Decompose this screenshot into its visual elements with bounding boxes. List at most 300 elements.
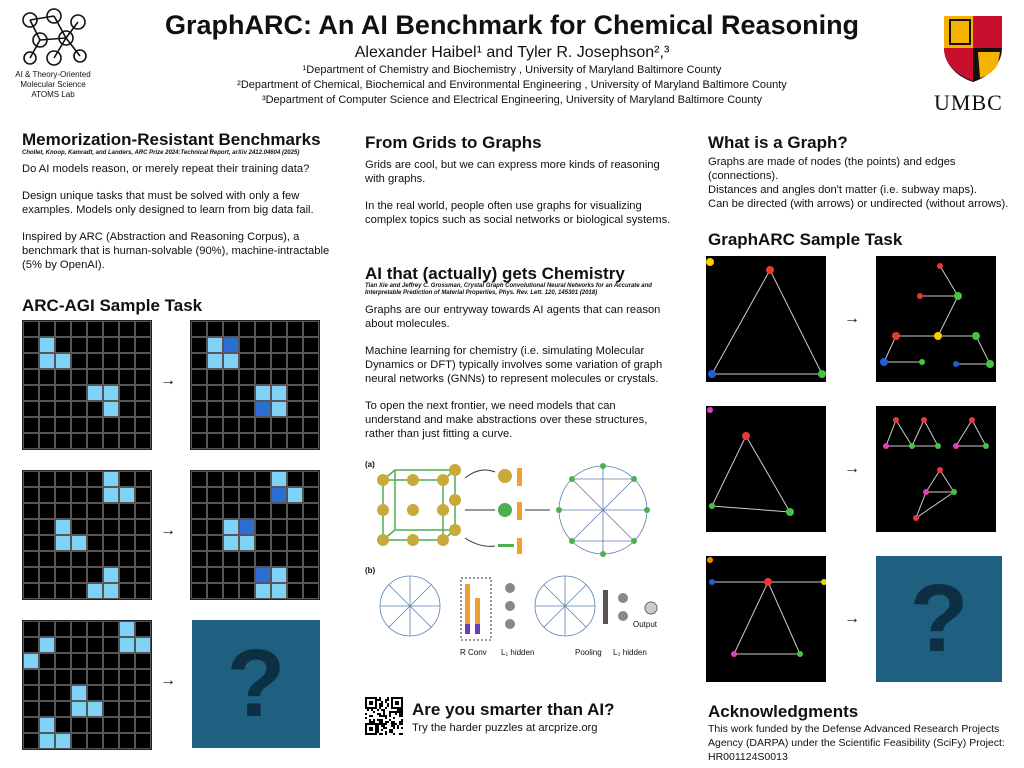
grid-cell (71, 337, 87, 353)
grid-cell (287, 583, 303, 599)
line: Can be directed (with arrows) or undirected (without arrows). (708, 198, 1009, 210)
grid-cell (271, 417, 287, 433)
grid-cell (39, 369, 55, 385)
grid-cell (55, 551, 71, 567)
memorization-text (22, 162, 352, 285)
graph-heading: What is a Graph? (708, 133, 848, 152)
grid-cell (103, 653, 119, 669)
grid-cell (303, 385, 319, 401)
grid-cell (71, 621, 87, 637)
grid-cell (223, 321, 239, 337)
grid-cell (119, 487, 135, 503)
grid-cell (103, 637, 119, 653)
grid-cell (119, 653, 135, 669)
grid-cell (23, 353, 39, 369)
grid-cell (303, 503, 319, 519)
grid-cell (55, 621, 71, 637)
grid-cell (135, 385, 151, 401)
grid-cell (39, 567, 55, 583)
grid-cell (87, 471, 103, 487)
paragraph: Grids are cool, but we can express more kinds of reasoning with graphs. (365, 159, 660, 185)
grid-cell (271, 369, 287, 385)
grid-cell (71, 503, 87, 519)
grid-cell (239, 369, 255, 385)
line: Distances and angles don't matter (i.e. subway maps). (708, 184, 977, 196)
grid-cell (23, 637, 39, 653)
arrow-icon: → (160, 522, 176, 539)
grid-cell (271, 433, 287, 449)
grid-cell (39, 353, 55, 369)
grid-cell (135, 503, 151, 519)
grid-cell (87, 653, 103, 669)
arc-grid-output-2 (190, 470, 320, 600)
grid-cell (103, 717, 119, 733)
grid-cell (103, 583, 119, 599)
grid-cell (103, 487, 119, 503)
grid-cell (207, 471, 223, 487)
umbc-wordmark: UMBC (934, 90, 1003, 115)
grid-cell (223, 337, 239, 353)
grid-cell (135, 637, 151, 653)
grid-cell (303, 567, 319, 583)
grid-cell (271, 385, 287, 401)
grid-cell (23, 583, 39, 599)
poster-title: GraphARC: An AI Benchmark for Chemical Reasoning (164, 10, 860, 40)
smarter-text: Try the harder puzzles at arcprize.org (412, 722, 598, 734)
grid-cell (223, 503, 239, 519)
grid-cell (287, 385, 303, 401)
grid-cell (191, 433, 207, 449)
grid-cell (207, 385, 223, 401)
grid-cell (119, 669, 135, 685)
grid-cell (55, 385, 71, 401)
grid-cell (55, 503, 71, 519)
grid-cell (207, 433, 223, 449)
grid-cell (55, 701, 71, 717)
grid-cell (303, 519, 319, 535)
grid-cell (119, 401, 135, 417)
paragraph: In the real world, people often use graphs for visualizing complex topics such as social networks or biological systems. (365, 200, 671, 226)
grid-cell (255, 401, 271, 417)
grid-cell (71, 487, 87, 503)
grid-cell (87, 487, 103, 503)
grid-cell (87, 503, 103, 519)
grid-cell (287, 519, 303, 535)
grid-cell (303, 337, 319, 353)
grid-cell (39, 487, 55, 503)
grid-cell (287, 353, 303, 369)
grid-cell (23, 519, 39, 535)
grid-cell (103, 567, 119, 583)
grid-cell (239, 337, 255, 353)
grid-cell (255, 487, 271, 503)
grid-cell (23, 433, 39, 449)
grid-cell (271, 583, 287, 599)
grid-cell (271, 535, 287, 551)
grid-cell (39, 551, 55, 567)
grid-cell (191, 551, 207, 567)
paragraph: Design unique tasks that must be solved with only a few examples. Models only designed to learn from big data fail. (22, 190, 314, 216)
grid-cell (135, 471, 151, 487)
grid-cell (55, 433, 71, 449)
grid-cell (223, 369, 239, 385)
graph-answer-placeholder: ? (876, 556, 1002, 682)
grid-cell (223, 519, 239, 535)
grid-cell (71, 353, 87, 369)
cgcnn-figure (365, 458, 665, 668)
grid-cell (39, 583, 55, 599)
grid-cell (87, 583, 103, 599)
grid-cell (103, 685, 119, 701)
grid-cell (103, 337, 119, 353)
grid-cell (135, 567, 151, 583)
grid-cell (191, 321, 207, 337)
grid-cell (23, 503, 39, 519)
ack-text: This work funded by the Defense Advanced Research Projects Agency (DARPA) under the Scientific Feasibility (SciFy) Project: HR001124S0013 (708, 723, 1005, 763)
grid-cell (191, 567, 207, 583)
grid-cell (23, 417, 39, 433)
grid-cell (119, 567, 135, 583)
grid-cell (23, 487, 39, 503)
grid-cell (223, 401, 239, 417)
grid-cell (55, 567, 71, 583)
grid-cell (103, 519, 119, 535)
grid-cell (87, 337, 103, 353)
grid-cell (23, 567, 39, 583)
figure-label-a: (a) (365, 460, 375, 469)
grid-cell (255, 385, 271, 401)
grid-cell (271, 551, 287, 567)
grid-cell (239, 385, 255, 401)
crystal-graph-network-icon (365, 458, 665, 668)
grid-cell (103, 701, 119, 717)
grid-cell (71, 535, 87, 551)
grid-cell (239, 551, 255, 567)
graph-input-1 (706, 256, 826, 382)
grid-cell (255, 433, 271, 449)
grid-cell (71, 369, 87, 385)
grid-cell (119, 321, 135, 337)
grid-cell (71, 385, 87, 401)
grid-cell (55, 669, 71, 685)
figure-label-b: (b) (365, 566, 376, 575)
grid-cell (207, 551, 223, 567)
arc-grid-input-3 (22, 620, 152, 750)
grid-cell (87, 637, 103, 653)
grid-cell (207, 401, 223, 417)
grid-cell (55, 369, 71, 385)
shield-icon (940, 12, 1006, 84)
grid-cell (87, 701, 103, 717)
grid-cell (255, 583, 271, 599)
grid-cell (239, 433, 255, 449)
grid-cell (271, 487, 287, 503)
grid-cell (135, 621, 151, 637)
grid-cell (119, 685, 135, 701)
grid-cell (55, 653, 71, 669)
grid-cell (55, 685, 71, 701)
grid-cell (103, 385, 119, 401)
grid-cell (87, 369, 103, 385)
grid-cell (255, 353, 271, 369)
grid-cell (207, 519, 223, 535)
grid-cell (207, 417, 223, 433)
grid-cell (119, 583, 135, 599)
grid-cell (71, 321, 87, 337)
affiliation-3: ³Department of Computer Science and Electrical Engineering, University of Maryland Baltimore County (261, 94, 763, 106)
triangle-graph-icon (706, 406, 826, 532)
qr-code[interactable] (365, 697, 403, 735)
grid-cell (303, 471, 319, 487)
grid-cell (39, 621, 55, 637)
grid-cell (39, 503, 55, 519)
grid-cell (119, 433, 135, 449)
grid-cell (135, 433, 151, 449)
grid-cell (23, 321, 39, 337)
grid-cell (55, 535, 71, 551)
grid-cell (71, 551, 87, 567)
grid-cell (255, 535, 271, 551)
graph-input-2 (706, 406, 826, 532)
grid-cell (303, 353, 319, 369)
grid-cell (23, 471, 39, 487)
grid-cell (135, 701, 151, 717)
paragraph: Graphs are our entryway towards AI agents that can reason about molecules. (365, 304, 661, 330)
grid-cell (135, 685, 151, 701)
grid-cell (103, 433, 119, 449)
grid-cell (119, 621, 135, 637)
grid-cell (223, 385, 239, 401)
figure-label-rconv: R Conv (460, 648, 487, 657)
lab-line: ATOMS Lab (31, 90, 75, 99)
grid-cell (271, 353, 287, 369)
grid-cell (223, 583, 239, 599)
grid-cell (239, 487, 255, 503)
grid-cell (303, 535, 319, 551)
grid-cell (55, 733, 71, 749)
grid-cell (303, 551, 319, 567)
graph-output-1 (876, 256, 996, 382)
grid-cell (191, 417, 207, 433)
grid-cell (207, 535, 223, 551)
grid-cell (239, 583, 255, 599)
expanded-graph-icon (876, 256, 996, 382)
grid-cell (39, 669, 55, 685)
grid-cell (103, 471, 119, 487)
grid-cell (303, 417, 319, 433)
grid-cell (135, 401, 151, 417)
authors: Alexander Haibel¹ and Tyler R. Josephson²,³ (354, 44, 670, 61)
grid-cell (87, 685, 103, 701)
grid-cell (23, 733, 39, 749)
grid-cell (119, 369, 135, 385)
grid-cell (23, 669, 39, 685)
grid-cell (239, 353, 255, 369)
grid-cell (255, 471, 271, 487)
grid-cell (87, 433, 103, 449)
grid-cell (87, 401, 103, 417)
lab-line: Molecular Science (20, 80, 86, 89)
grid-cell (23, 685, 39, 701)
grid-cell (87, 519, 103, 535)
grid-cell (191, 583, 207, 599)
arc-grid-output-1 (190, 320, 320, 450)
grid-cell (239, 417, 255, 433)
grid-cell (287, 567, 303, 583)
grid-cell (135, 353, 151, 369)
grid-cell (87, 669, 103, 685)
grid-cell (23, 701, 39, 717)
grid-cell (71, 401, 87, 417)
grid-cell (223, 417, 239, 433)
grid-cell (255, 321, 271, 337)
grid-cell (55, 487, 71, 503)
grid-cell (71, 653, 87, 669)
grid-cell (103, 551, 119, 567)
grid-cell (55, 637, 71, 653)
grid-cell (71, 471, 87, 487)
memorization-heading: Memorization-Resistant Benchmarks (22, 130, 321, 149)
grid-cell (39, 701, 55, 717)
grid-cell (103, 353, 119, 369)
grid-cell (119, 637, 135, 653)
grid-cell (87, 321, 103, 337)
grid-cell (287, 417, 303, 433)
lab-line: AI & Theory-Oriented (15, 70, 91, 79)
grid-cell (303, 583, 319, 599)
paragraph: Do AI models reason, or merely repeat their training data? (22, 163, 310, 175)
grid-cell (71, 637, 87, 653)
grid-cell (271, 337, 287, 353)
grid-cell (207, 369, 223, 385)
grid-cell (103, 621, 119, 637)
grid-cell (303, 369, 319, 385)
grid-cell (303, 433, 319, 449)
grid-cell (87, 551, 103, 567)
molecule-logo-icon (18, 8, 90, 68)
grid-cell (135, 551, 151, 567)
grid-cell (223, 353, 239, 369)
figure-label-l1: L₁ hidden (501, 648, 535, 657)
grid-cell (71, 701, 87, 717)
grid-cell (239, 401, 255, 417)
grid-cell (39, 433, 55, 449)
grid-cell (207, 321, 223, 337)
affiliation-1: ¹Department of Chemistry and Biochemistry , University of Maryland Baltimore County (302, 64, 722, 76)
grid-cell (191, 369, 207, 385)
grid-cell (119, 353, 135, 369)
graph-output-2 (876, 406, 996, 532)
grid-cell (103, 503, 119, 519)
graph-input-3 (706, 556, 826, 682)
grid-cell (255, 369, 271, 385)
grid-cell (55, 401, 71, 417)
figure-label-pooling: Pooling (575, 648, 602, 657)
grid-cell (135, 733, 151, 749)
grid-cell (191, 535, 207, 551)
grid-cell (119, 733, 135, 749)
grid-cell (39, 717, 55, 733)
grid-cell (135, 321, 151, 337)
arrow-icon: → (160, 672, 176, 689)
grid-cell (287, 369, 303, 385)
grid-cell (119, 385, 135, 401)
grid-cell (239, 321, 255, 337)
grid-cell (39, 321, 55, 337)
grid-cell (39, 401, 55, 417)
qr-code-icon (365, 697, 403, 735)
grid-cell (223, 433, 239, 449)
grid-cell (271, 471, 287, 487)
grid-cell (135, 337, 151, 353)
grid-cell (23, 535, 39, 551)
grid-cell (239, 567, 255, 583)
grid-cell (39, 653, 55, 669)
grid-cell (39, 637, 55, 653)
grid-cell (287, 487, 303, 503)
grid-cell (135, 487, 151, 503)
grid-cell (23, 551, 39, 567)
grid-cell (303, 321, 319, 337)
grid-cell (303, 487, 319, 503)
memorization-ref: Chollet, Knoop, Kamradt, and Landers, ARC Prize 2024:Technical Report, arXiv 2412.04604 (2025) (22, 150, 300, 156)
figure-label-l2: L₂ hidden (613, 648, 647, 657)
arc-grid-input-1 (22, 320, 152, 450)
arrow-icon: → (844, 610, 860, 627)
grid-cell (207, 567, 223, 583)
smarter-heading: Are you smarter than AI? (412, 700, 615, 719)
grid-cell (71, 567, 87, 583)
grid-cell (207, 353, 223, 369)
grid-cell (191, 519, 207, 535)
chemistry-text (365, 303, 670, 454)
grid-cell (39, 471, 55, 487)
grid-cell (287, 321, 303, 337)
grid-cell (191, 401, 207, 417)
grid-cell (23, 401, 39, 417)
grid-cell (223, 567, 239, 583)
grid-cell (55, 321, 71, 337)
grid-cell (87, 567, 103, 583)
grid-cell (255, 551, 271, 567)
grid-cell (23, 717, 39, 733)
triangle-graph-icon (706, 556, 826, 682)
grid-cell (191, 471, 207, 487)
grid-cell (23, 621, 39, 637)
grid-cell (87, 385, 103, 401)
grid-cell (255, 519, 271, 535)
grid-cell (39, 337, 55, 353)
lab-name (10, 70, 96, 100)
grid-cell (23, 369, 39, 385)
grid-cell (39, 519, 55, 535)
grid-cell (23, 337, 39, 353)
grid-cell (103, 669, 119, 685)
arc-grid-input-2 (22, 470, 152, 600)
grid-cell (239, 503, 255, 519)
affiliation-2: ²Department of Chemical, Biochemical and Environmental Engineering , University of Maryland Baltimore County (237, 79, 787, 91)
grid-cell (71, 583, 87, 599)
grid-cell (135, 717, 151, 733)
grid-cell (55, 717, 71, 733)
grid-cell (271, 519, 287, 535)
grid-cell (103, 535, 119, 551)
grid-cell (71, 717, 87, 733)
grid-cell (119, 519, 135, 535)
grid-cell (103, 733, 119, 749)
grid-cell (287, 535, 303, 551)
grid-cell (135, 653, 151, 669)
